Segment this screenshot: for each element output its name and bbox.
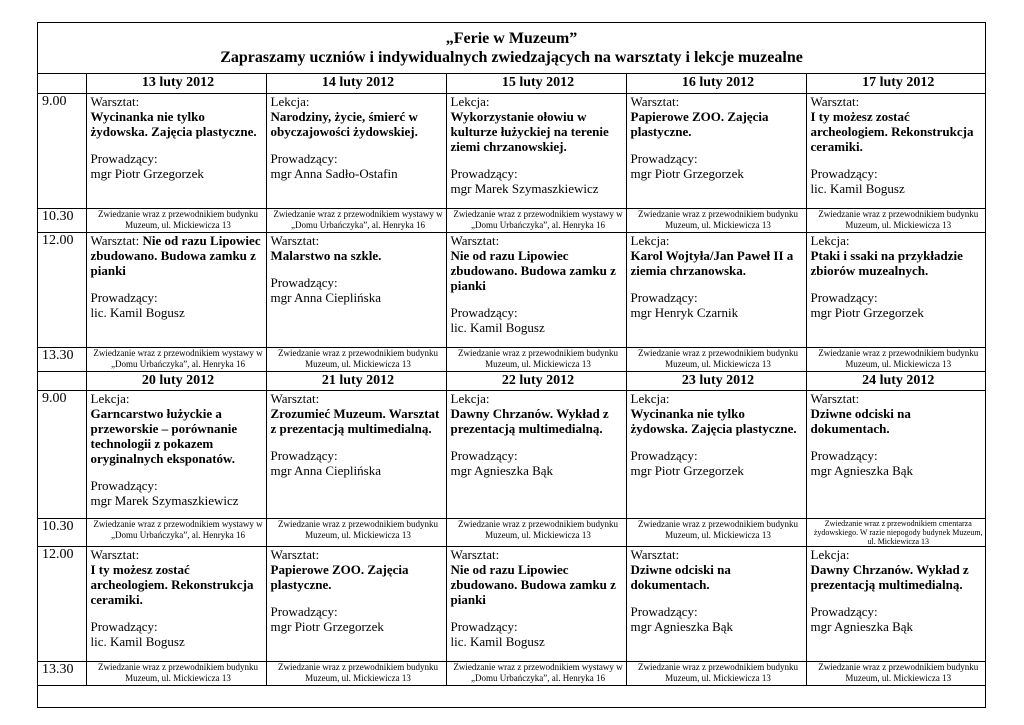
activity-host [271, 448, 446, 478]
tour-cell: Zwiedzanie wraz z przewodnikiem budynku Muzeum, ul. Mickiewicza 13 [86, 208, 266, 232]
host-label: Prowadzący: [90, 477, 158, 493]
activity-host [811, 166, 987, 196]
tour-cell: Zwiedzanie wraz z przewodnikiem budynku Muzeum, ul. Mickiewicza 13 [86, 661, 266, 685]
host-name: lic. Kamil Bogusz [810, 180, 905, 196]
host-label: Prowadzący: [810, 289, 878, 305]
activity-host [91, 151, 266, 181]
host-name: lic. Kamil Bogusz [450, 319, 545, 335]
activity-title: Dziwne odciski na dokumentach. [630, 561, 731, 592]
activity-host [91, 478, 266, 508]
date-cell: 16 luty 2012 [626, 74, 806, 93]
host-name: mgr Piotr Grzegorzek [270, 618, 384, 634]
tour-cell: Zwiedzanie wraz z przewodnikiem budynku Muzeum, ul. Mickiewicza 13 [266, 518, 446, 546]
time-cell: 10.30 [38, 518, 86, 546]
activity-kind: Lekcja: [270, 93, 310, 109]
activity-cell [266, 93, 446, 208]
activity-kind: Warsztat: [810, 93, 860, 109]
activity-title [91, 233, 266, 278]
activity-kind: Warsztat: [450, 232, 500, 248]
activity-host [631, 290, 806, 320]
activity-kind: Lekcja: [90, 390, 130, 406]
activity-title: Papierowe ZOO. Zajęcia plastyczne. [630, 108, 769, 139]
activity-kind: Warsztat: [810, 390, 860, 406]
activity-host [631, 151, 806, 181]
tour-cell: Zwiedzanie wraz z przewodnikiem budynku Muzeum, ul. Mickiewicza 13 [806, 347, 986, 371]
activity-title: Wykorzystanie ołowiu w kulturze łużyckiej na terenie ziemi chrzanowskiej. [450, 108, 609, 154]
schedule-sheet [37, 22, 986, 708]
activity-cell [806, 232, 986, 347]
host-label: Prowadzący: [630, 447, 698, 463]
host-label: Prowadzący: [270, 150, 338, 166]
time-cell: 13.30 [38, 347, 86, 371]
tour-row [38, 347, 986, 371]
tour-cell: Zwiedzanie wraz z przewodnikiem budynku Muzeum, ul. Mickiewicza 13 [626, 208, 806, 232]
date-cell: 13 luty 2012 [86, 74, 266, 93]
activity-cell [266, 546, 446, 661]
host-label: Prowadzący: [450, 165, 518, 181]
date-cell: 14 luty 2012 [266, 74, 446, 93]
host-label: Prowadzący: [810, 447, 878, 463]
tour-cell: Zwiedzanie wraz z przewodnikiem budynku Muzeum, ul. Mickiewicza 13 [626, 347, 806, 371]
activity-host [451, 305, 626, 335]
activity-title: Ptaki i ssaki na przykładzie zbiorów muzealnych. [810, 247, 963, 278]
host-label: Prowadzący: [270, 603, 338, 619]
host-name: mgr Agnieszka Bąk [810, 618, 914, 634]
tour-cell: Zwiedzanie wraz z przewodnikiem budynku Muzeum, ul. Mickiewicza 13 [266, 347, 446, 371]
activity-host [811, 604, 987, 634]
activity-kind: Warsztat: [270, 390, 320, 406]
tour-cell: Zwiedzanie wraz z przewodnikiem wystawy w „Domu Urbańczyka”, al. Henryka 16 [446, 661, 626, 685]
host-label: Prowadzący: [810, 165, 878, 181]
activity-kind: Lekcja: [450, 390, 490, 406]
activity-cell [626, 390, 806, 518]
session-row [38, 232, 986, 347]
activity-title: Nie od razu Lipowiec zbudowano. Budowa zamku z pianki [450, 561, 616, 607]
page-subtitle: Zapraszamy uczniów i indywidualnych zwiedzających na warsztaty i lekcje muzealne [220, 49, 803, 66]
activity-cell [446, 232, 626, 347]
activity-kind: Warsztat: [270, 232, 320, 248]
date-cell: 21 luty 2012 [266, 371, 446, 390]
tour-cell: Zwiedzanie wraz z przewodnikiem budynku Muzeum, ul. Mickiewicza 13 [446, 518, 626, 546]
activity-cell [266, 232, 446, 347]
activity-title: Wycinanka nie tylko żydowska. Zajęcia plastyczne. [630, 405, 797, 436]
activity-title: Narodziny, życie, śmierć w obyczajowości żydowskiej. [270, 108, 418, 139]
activity-title: Karol Wojtyła/Jan Paweł II a ziemia chrzanowska. [630, 247, 794, 278]
activity-title: Papierowe ZOO. Zajęcia plastyczne. [270, 561, 409, 592]
host-label: Prowadzący: [630, 150, 698, 166]
activity-host [271, 604, 446, 634]
schedule-table [38, 74, 986, 686]
host-name: mgr Anna Cieplińska [270, 289, 381, 305]
session-row [38, 546, 986, 661]
activity-title-text: Nie od razu Lipowiec zbudowano. Budowa zamku z pianki [90, 232, 261, 278]
time-cell: 13.30 [38, 661, 86, 685]
host-label: Prowadzący: [90, 618, 158, 634]
date-row [38, 371, 986, 390]
activity-title: Dziwne odciski na dokumentach. [810, 405, 911, 436]
activity-host [91, 619, 266, 649]
time-cell: 12.00 [38, 546, 86, 661]
tour-cell: Zwiedzanie wraz z przewodnikiem wystawy w „Domu Urbańczyka”, al. Henryka 16 [86, 347, 266, 371]
activity-title: Dawny Chrzanów. Wykład z prezentacją multimedialną. [810, 561, 969, 592]
host-label: Prowadzący: [270, 274, 338, 290]
activity-kind: Lekcja: [630, 232, 670, 248]
activity-host [811, 290, 987, 320]
tour-cell: Zwiedzanie wraz z przewodnikiem budynku Muzeum, ul. Mickiewicza 13 [626, 518, 806, 546]
activity-cell [806, 546, 986, 661]
host-label: Prowadzący: [810, 603, 878, 619]
host-name: mgr Agnieszka Bąk [450, 462, 554, 478]
activity-cell [806, 93, 986, 208]
activity-cell [446, 93, 626, 208]
date-cell: 24 luty 2012 [806, 371, 986, 390]
date-cell: 23 luty 2012 [626, 371, 806, 390]
activity-cell [626, 232, 806, 347]
date-cell: 17 luty 2012 [806, 74, 986, 93]
activity-kind: Lekcja: [630, 390, 670, 406]
host-name: lic. Kamil Bogusz [90, 304, 185, 320]
host-name: mgr Marek Szymaszkiewicz [450, 180, 599, 196]
activity-title: Wycinanka nie tylko żydowska. Zajęcia plastyczne. [90, 108, 257, 139]
activity-host [451, 448, 626, 478]
activity-title: Dawny Chrzanów. Wykład z prezentacją multimedialną. [450, 405, 609, 436]
date-row [38, 74, 986, 93]
activity-cell [86, 390, 266, 518]
session-row [38, 93, 986, 208]
tour-cell: Zwiedzanie wraz z przewodnikiem cmentarza żydowskiego. W razie niepogody budynek Muzeum, ul. Mickiewicza 13 [806, 518, 986, 546]
activity-cell [446, 546, 626, 661]
host-name: mgr Anna Sadło-Ostafin [270, 165, 398, 181]
activity-kind: Lekcja: [810, 546, 850, 562]
host-label: Prowadzący: [450, 618, 518, 634]
activity-kind: Warsztat: [90, 93, 140, 109]
activity-title: Malarstwo na szkle. [270, 247, 382, 263]
activity-host [631, 604, 806, 634]
host-label: Prowadzący: [630, 603, 698, 619]
host-name: mgr Anna Cieplińska [270, 462, 381, 478]
tour-cell: Zwiedzanie wraz z przewodnikiem budynku Muzeum, ul. Mickiewicza 13 [626, 661, 806, 685]
tour-row [38, 518, 986, 546]
date-cell: 22 luty 2012 [446, 371, 626, 390]
host-name: mgr Agnieszka Bąk [810, 462, 914, 478]
activity-kind: Warsztat: [90, 232, 140, 248]
host-name: mgr Piotr Grzegorzek [90, 165, 204, 181]
activity-kind: Warsztat: [630, 546, 680, 562]
time-cell: 9.00 [38, 390, 86, 518]
host-name: lic. Kamil Bogusz [90, 633, 185, 649]
activity-cell [626, 546, 806, 661]
tour-row [38, 208, 986, 232]
activity-title: Zrozumieć Muzeum. Warsztat z prezentacją multimedialną. [270, 405, 440, 436]
tour-cell: Zwiedzanie wraz z przewodnikiem budynku Muzeum, ul. Mickiewicza 13 [266, 661, 446, 685]
host-name: mgr Piotr Grzegorzek [810, 304, 924, 320]
host-label: Prowadzący: [90, 289, 158, 305]
activity-kind: Warsztat: [450, 546, 500, 562]
tour-cell: Zwiedzanie wraz z przewodnikiem wystawy w „Domu Urbańczyka”, al. Henryka 16 [266, 208, 446, 232]
activity-cell [626, 93, 806, 208]
time-cell: 12.00 [38, 232, 86, 347]
host-label: Prowadzący: [630, 289, 698, 305]
tour-cell: Zwiedzanie wraz z przewodnikiem wystawy w „Domu Urbańczyka”, al. Henryka 16 [446, 208, 626, 232]
activity-host [451, 166, 626, 196]
host-label: Prowadzący: [90, 150, 158, 166]
tour-cell: Zwiedzanie wraz z przewodnikiem wystawy w „Domu Urbańczyka”, al. Henryka 16 [86, 518, 266, 546]
activity-host [811, 448, 987, 478]
tour-cell: Zwiedzanie wraz z przewodnikiem budynku Muzeum, ul. Mickiewicza 13 [446, 347, 626, 371]
activity-host [271, 151, 446, 181]
activity-title: Nie od razu Lipowiec zbudowano. Budowa zamku z pianki [450, 247, 616, 293]
host-name: mgr Marek Szymaszkiewicz [90, 492, 239, 508]
activity-title: I ty możesz zostać archeologiem. Rekonstrukcja ceramiki. [810, 108, 974, 154]
activity-cell [86, 232, 266, 347]
host-name: mgr Agnieszka Bąk [630, 618, 734, 634]
activity-kind: Lekcja: [450, 93, 490, 109]
corner-cell [38, 74, 86, 93]
activity-cell [86, 546, 266, 661]
activity-kind: Warsztat: [90, 546, 140, 562]
tour-cell: Zwiedzanie wraz z przewodnikiem budynku Muzeum, ul. Mickiewicza 13 [806, 208, 986, 232]
activity-title: Garncarstwo łużyckie a przeworskie – porównanie technologii z pokazem oryginalnych eksponatów. [90, 405, 238, 466]
activity-kind: Warsztat: [630, 93, 680, 109]
activity-kind: Warsztat: [270, 546, 320, 562]
date-cell: 15 luty 2012 [446, 74, 626, 93]
activity-host [631, 448, 806, 478]
time-cell: 10.30 [38, 208, 86, 232]
host-name: mgr Piotr Grzegorzek [630, 462, 744, 478]
activity-cell [446, 390, 626, 518]
activity-title: I ty możesz zostać archeologiem. Rekonstrukcja ceramiki. [90, 561, 254, 607]
host-name: lic. Kamil Bogusz [450, 633, 545, 649]
time-cell: 9.00 [38, 93, 86, 208]
activity-kind: Lekcja: [810, 232, 850, 248]
date-cell: 20 luty 2012 [86, 371, 266, 390]
activity-cell [806, 390, 986, 518]
activity-host [271, 275, 446, 305]
page-title: „Ferie w Muzeum” [445, 30, 578, 47]
host-label: Prowadzący: [450, 304, 518, 320]
session-row [38, 390, 986, 518]
activity-host [451, 619, 626, 649]
host-name: mgr Piotr Grzegorzek [630, 165, 744, 181]
tour-cell: Zwiedzanie wraz z przewodnikiem budynku Muzeum, ul. Mickiewicza 13 [806, 661, 986, 685]
host-name: mgr Henryk Czarnik [630, 304, 739, 320]
corner-cell [38, 371, 86, 390]
host-label: Prowadzący: [450, 447, 518, 463]
schedule-header [38, 23, 985, 74]
host-label: Prowadzący: [270, 447, 338, 463]
activity-cell [266, 390, 446, 518]
activity-host [91, 290, 266, 320]
activity-cell [86, 93, 266, 208]
tour-row [38, 661, 986, 685]
